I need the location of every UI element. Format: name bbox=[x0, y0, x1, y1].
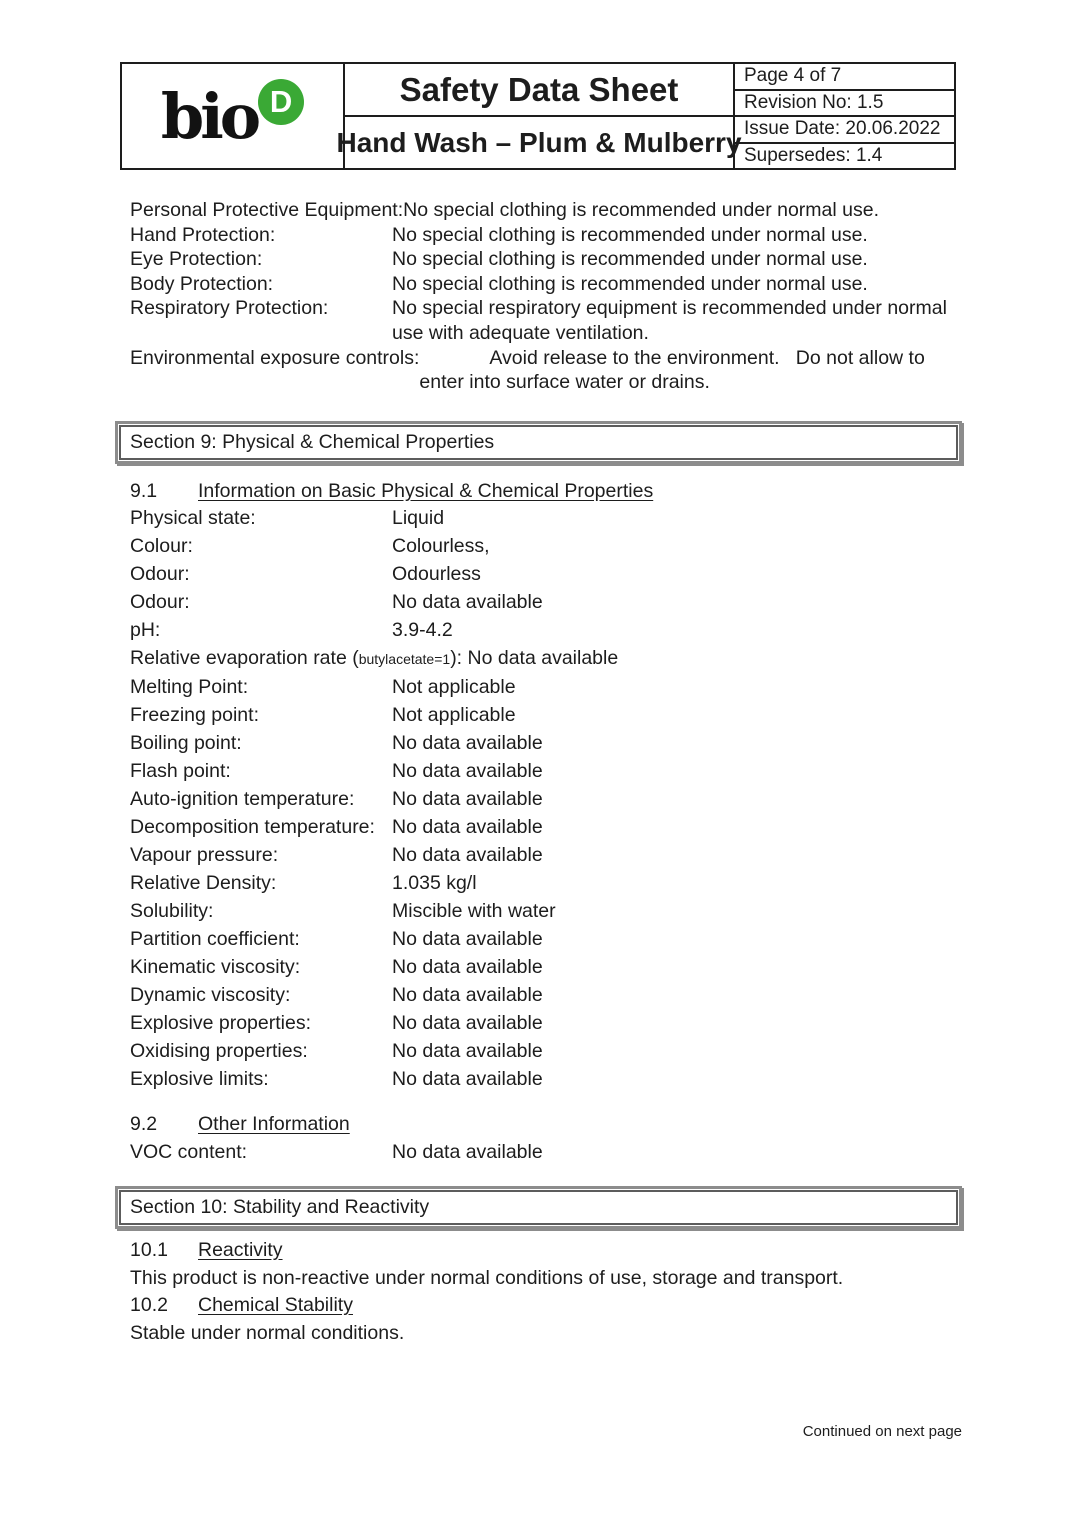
row-value: No data available bbox=[392, 928, 543, 950]
header-table bbox=[120, 62, 956, 170]
property-row bbox=[130, 701, 962, 729]
supersedes-version: Supersedes: 1.4 bbox=[744, 144, 883, 166]
row-label: Solubility: bbox=[130, 900, 214, 922]
section-10-content bbox=[130, 1237, 962, 1347]
row-label: Kinematic viscosity: bbox=[130, 956, 301, 978]
subsection-title: Other Information bbox=[198, 1113, 350, 1135]
row-value: No special respiratory equipment is recommended under normal use with adequate ventilation. bbox=[392, 297, 947, 344]
row-label: Melting Point: bbox=[130, 676, 249, 698]
property-row bbox=[130, 897, 962, 925]
subsection-title: Information on Basic Physical & Chemical Properties bbox=[198, 480, 654, 502]
property-row-evaporation-rate bbox=[130, 644, 962, 673]
row-label: Explosive properties: bbox=[130, 1012, 312, 1034]
company-logo bbox=[161, 79, 304, 153]
ppe-row bbox=[130, 198, 962, 223]
row-label: Oxidising properties: bbox=[130, 1040, 308, 1062]
subsection-title: Chemical Stability bbox=[198, 1294, 353, 1316]
physical-chemical-properties bbox=[130, 504, 962, 1093]
issue-date: Issue Date: 20.06.2022 bbox=[735, 117, 954, 144]
row-label: Respiratory Protection: bbox=[130, 297, 329, 320]
reactivity-text: This product is non-reactive under normal conditions of use, storage and transport. bbox=[130, 1266, 844, 1289]
row-value: Miscible with water bbox=[392, 900, 556, 922]
ppe-row bbox=[130, 247, 962, 272]
row-label: Freezing point: bbox=[130, 704, 259, 726]
row-value: No data available bbox=[392, 760, 543, 782]
row-label: Partition coefficient: bbox=[130, 928, 300, 950]
logo-badge-icon: D bbox=[258, 79, 304, 125]
subsection-9-2-heading bbox=[130, 1110, 350, 1138]
row-value: No data available bbox=[392, 788, 543, 810]
row-value: No data available bbox=[392, 1068, 543, 1090]
row-label: VOC content: bbox=[130, 1141, 248, 1163]
environmental-exposure-row bbox=[130, 346, 962, 395]
property-row bbox=[130, 953, 962, 981]
row-value: No data available bbox=[392, 732, 543, 754]
subsection-number: 10.1 bbox=[130, 1239, 168, 1261]
property-row bbox=[130, 925, 962, 953]
property-row bbox=[130, 1065, 962, 1093]
row-value: No special clothing is recommended under normal use. bbox=[392, 223, 868, 246]
row-value: No data available bbox=[392, 984, 543, 1006]
row-value: No special clothing is recommended under normal use. bbox=[392, 272, 868, 295]
page-number: Page 4 of 7 bbox=[735, 64, 954, 91]
row-value: Colourless, bbox=[392, 535, 490, 557]
property-row bbox=[130, 813, 962, 841]
row-label: Explosive limits: bbox=[130, 1068, 269, 1090]
row-label: Boiling point: bbox=[130, 732, 242, 754]
document-title: Safety Data Sheet bbox=[345, 64, 733, 117]
row-value: No data available bbox=[392, 1141, 543, 1163]
property-row bbox=[130, 588, 962, 616]
row-value: No special clothing is recommended under normal use. bbox=[403, 199, 879, 221]
property-row bbox=[130, 504, 962, 532]
section-9-title: Section 9: Physical & Chemical Properties bbox=[119, 425, 958, 460]
row-value: Liquid bbox=[392, 507, 445, 529]
row-value: No data available bbox=[392, 1012, 543, 1034]
row-label: Relative Density: bbox=[130, 872, 277, 894]
property-row bbox=[130, 673, 962, 701]
property-row bbox=[130, 757, 962, 785]
row-label: Personal Protective Equipment: bbox=[130, 199, 404, 221]
property-row bbox=[130, 981, 962, 1009]
row-value: No data available bbox=[392, 816, 543, 838]
property-row bbox=[130, 729, 962, 757]
subsection-10-2-heading bbox=[130, 1292, 962, 1320]
exposure-controls-block bbox=[130, 198, 962, 395]
row-value: Odourless bbox=[392, 563, 481, 585]
evaporation-subscript: butylacetate=1 bbox=[358, 651, 451, 667]
property-row bbox=[130, 560, 962, 588]
row-label: Body Protection: bbox=[130, 272, 274, 295]
section-10-title: Section 10: Stability and Reactivity bbox=[119, 1190, 958, 1225]
ppe-row bbox=[130, 223, 962, 248]
row-label: Flash point: bbox=[130, 760, 231, 782]
subsection-10-1-heading bbox=[130, 1237, 962, 1265]
ppe-row bbox=[130, 296, 962, 345]
subsection-title: Reactivity bbox=[198, 1239, 283, 1261]
row-label: Odour: bbox=[130, 591, 190, 613]
row-value: No special clothing is recommended under normal use. bbox=[392, 248, 868, 271]
row-value: No data available bbox=[392, 956, 543, 978]
row-label: Auto-ignition temperature: bbox=[130, 788, 355, 810]
meta-cell bbox=[735, 64, 954, 168]
row-label: Decomposition temperature: bbox=[130, 816, 375, 838]
subsection-number: 10.2 bbox=[130, 1294, 168, 1316]
evaporation-suffix: ): No data available bbox=[450, 647, 619, 669]
row-label: Physical state: bbox=[130, 507, 256, 529]
row-value: No data available bbox=[392, 844, 543, 866]
row-value: 1.035 kg/l bbox=[392, 872, 477, 894]
property-row bbox=[130, 841, 962, 869]
row-label: Odour: bbox=[130, 563, 190, 585]
row-value: Not applicable bbox=[392, 704, 516, 726]
section-9-banner bbox=[115, 421, 962, 464]
property-row bbox=[130, 1009, 962, 1037]
subsection-number: 9.2 bbox=[130, 1113, 158, 1135]
row-label: Eye Protection: bbox=[130, 248, 263, 271]
logo-cell bbox=[122, 64, 345, 168]
row-label: Dynamic viscosity: bbox=[130, 984, 291, 1006]
row-label: Colour: bbox=[130, 535, 193, 557]
continued-note: Continued on next page bbox=[802, 1423, 962, 1440]
property-row bbox=[130, 616, 962, 644]
row-value: Avoid release to the environment. Do not allow to enter into surface water or drains. bbox=[419, 346, 931, 394]
row-label: pH: bbox=[130, 619, 161, 641]
property-row bbox=[130, 869, 962, 897]
row-value: Not applicable bbox=[392, 676, 516, 698]
voc-content-row bbox=[130, 1138, 962, 1166]
row-label: Hand Protection: bbox=[130, 223, 276, 246]
subsection-9-1-heading bbox=[130, 477, 653, 505]
evaporation-prefix: Relative evaporation rate ( bbox=[130, 647, 359, 669]
row-value: No data available bbox=[392, 1040, 543, 1062]
row-value: No data available bbox=[392, 591, 543, 613]
row-label: Vapour pressure: bbox=[130, 844, 279, 866]
logo-text: bio bbox=[160, 80, 258, 153]
chemical-stability-text: Stable under normal conditions. bbox=[130, 1321, 405, 1344]
title-cell bbox=[336, 64, 742, 168]
row-value: 3.9-4.2 bbox=[392, 619, 453, 641]
product-name: Hand Wash – Plum & Mulberry bbox=[336, 126, 742, 158]
property-row bbox=[130, 1037, 962, 1065]
property-row bbox=[130, 785, 962, 813]
subsection-number: 9.1 bbox=[130, 480, 158, 502]
row-label: Environmental exposure controls: bbox=[130, 346, 420, 369]
ppe-row bbox=[130, 272, 962, 297]
section-10-banner bbox=[115, 1186, 962, 1229]
revision-number: Revision No: 1.5 bbox=[735, 91, 954, 118]
property-row bbox=[130, 532, 962, 560]
